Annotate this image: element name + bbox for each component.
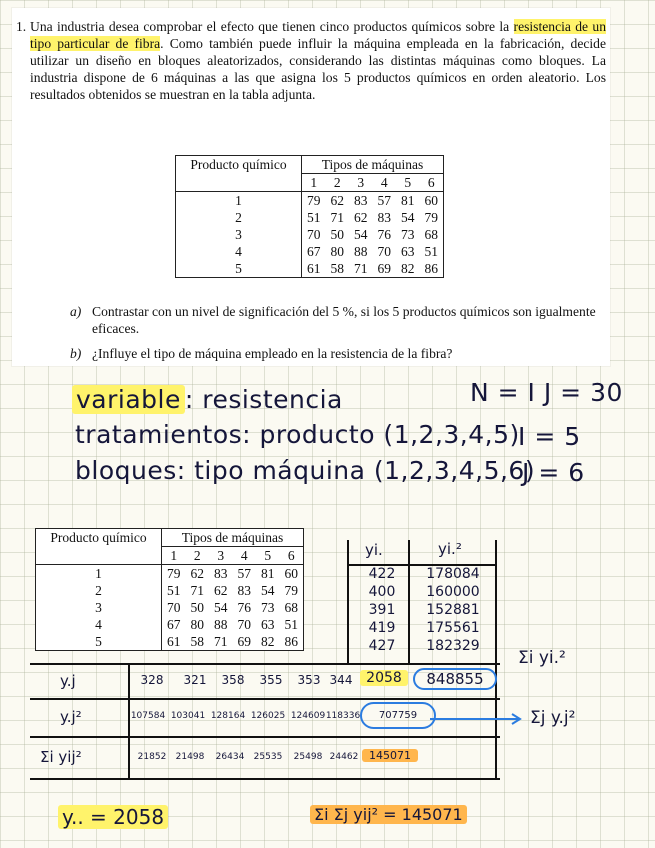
value-cell: 50	[190, 600, 204, 615]
machines-header: Tipos de máquinas	[162, 529, 304, 547]
sum-yij2-row-label: Σi yij²	[40, 748, 82, 766]
machine-label: 6	[280, 547, 304, 565]
y-j2-cell: 103041	[170, 711, 206, 721]
n-formula: N = I J = 30	[470, 378, 623, 407]
yi2-cell: 182329	[426, 638, 480, 654]
value-cell: 69	[377, 261, 391, 276]
machine-label: 2	[186, 547, 210, 565]
grid-line	[408, 540, 410, 665]
machines-header: Tipos de máquinas	[302, 156, 444, 174]
sum-yi2-cell: 848855	[413, 668, 497, 690]
question-text: ¿Influye el tipo de máquina empleado en la resistencia de la fibra?	[92, 346, 453, 361]
yi-cell: 400	[368, 584, 396, 600]
value-cell: 63	[261, 617, 275, 632]
value-cell: 83	[354, 193, 368, 208]
grid-line	[347, 540, 349, 665]
y-j-cell: 353	[297, 673, 321, 687]
product-cell: 5	[235, 261, 242, 276]
machine-label: 4	[373, 174, 397, 192]
table-row	[176, 260, 444, 278]
grand-total: y.. = 2058	[58, 805, 168, 829]
value-cell: 82	[261, 634, 275, 649]
machine-label: 4	[233, 547, 257, 565]
value-cell: 80	[330, 244, 344, 259]
value-cell: 54	[214, 600, 228, 615]
product-cell: 5	[95, 634, 102, 649]
yi2-cell: 152881	[426, 602, 480, 618]
table-row	[176, 209, 444, 226]
value-cell: 61	[302, 260, 326, 278]
question-label: a)	[70, 304, 82, 319]
value-cell: 88	[214, 617, 228, 632]
table-row	[36, 616, 304, 633]
question-text: Contrastar con un nivel de significación del 5 %, si los 5 productos químicos son igualmente eficaces.	[92, 304, 596, 336]
value-cell: 83	[214, 566, 228, 581]
machine-label: 5	[396, 174, 420, 192]
value-cell: 79	[302, 192, 326, 210]
y-j2-cell: 126025	[250, 711, 286, 721]
value-cell: 73	[401, 227, 415, 242]
yi-cell: 391	[368, 602, 396, 618]
value-cell: 51	[302, 209, 326, 226]
analysis-table	[35, 528, 304, 651]
value-cell: 82	[401, 261, 415, 276]
value-cell: 54	[261, 583, 275, 598]
question-a	[70, 303, 600, 337]
y-j2-cell: 128164	[210, 711, 246, 721]
product-cell: 1	[95, 566, 102, 581]
product-cell: 3	[95, 600, 102, 615]
value-cell: 70	[377, 244, 391, 259]
value-cell: 58	[190, 634, 204, 649]
table-row	[36, 599, 304, 616]
treatments-note: tratamientos: producto (1,2,3,4,5)	[75, 420, 520, 449]
yi2-cell: 178084	[426, 566, 480, 582]
sum-yij2-cell: 21852	[137, 752, 167, 762]
value-cell: 81	[261, 566, 275, 581]
value-cell: 80	[190, 617, 204, 632]
value-cell: 62	[330, 193, 344, 208]
problem-sheet	[12, 8, 610, 366]
questions-list	[70, 303, 600, 370]
highlighted-phrase: resistencia de un tipo particular de fibra	[30, 19, 606, 51]
value-cell: 61	[162, 633, 186, 651]
sum-yj2-annotation: Σj y.j²	[530, 708, 576, 728]
y-j-cell: 355	[259, 673, 283, 687]
value-cell: 81	[401, 193, 415, 208]
blocks-note: bloques: tipo máquina (1,2,3,4,5,6)	[75, 456, 536, 485]
value-cell: 71	[190, 583, 204, 598]
value-cell: 57	[377, 193, 391, 208]
value-cell: 68	[424, 227, 438, 242]
value-cell: 57	[237, 566, 251, 581]
product-cell: 2	[95, 583, 102, 598]
y-j-cell: 358	[221, 673, 245, 687]
yi-cell: 422	[368, 566, 396, 582]
grid-line	[495, 540, 497, 780]
value-cell: 67	[302, 243, 326, 260]
value-cell: 60	[424, 193, 438, 208]
value-cell: 79	[162, 565, 186, 583]
y-j2-row-label: y.j²	[60, 708, 82, 726]
machine-label: 2	[326, 174, 350, 192]
value-cell: 54	[401, 210, 415, 225]
table-row	[176, 243, 444, 260]
yi2-header: yi.²	[438, 540, 462, 558]
yi-cell: 419	[368, 620, 396, 636]
product-cell: 4	[95, 617, 102, 632]
value-cell: 79	[424, 210, 438, 225]
sum-yij2-cell: 25535	[253, 752, 283, 762]
value-cell: 62	[190, 566, 204, 581]
product-header: Producto químico	[190, 157, 287, 173]
table-row	[36, 633, 304, 651]
question-b	[70, 345, 600, 362]
value-cell: 70	[237, 617, 251, 632]
machine-label: 3	[209, 547, 233, 565]
yi2-cell: 175561	[426, 620, 480, 636]
value-cell: 83	[237, 583, 251, 598]
machine-label: 1	[302, 174, 326, 192]
product-cell: 2	[235, 210, 242, 225]
y-j-cell: 321	[183, 673, 207, 687]
machine-label: 3	[349, 174, 373, 192]
value-cell: 54	[354, 227, 368, 242]
problem-number: 1.	[16, 19, 27, 34]
product-cell: 1	[235, 193, 242, 208]
value-cell: 71	[330, 210, 344, 225]
value-cell: 76	[237, 600, 251, 615]
value-cell: 68	[284, 600, 298, 615]
value-cell: 60	[284, 566, 298, 581]
value-cell: 83	[377, 210, 391, 225]
value-cell: 58	[330, 261, 344, 276]
i-value: I = 5	[518, 422, 581, 451]
problem-text-end: . Como también puede influir la máquina empleada en la fabricación, decide utilizar un diseño en bloques aleatorizados, considerando las distintas máquinas como bloques. La industria dispone de 6 máquinas a las que asigna los 5 productos químicos en orden aleatorio. Los resultados obtenidos se muestran en la tabla adjunta.	[30, 36, 606, 102]
grid-line	[30, 663, 500, 665]
data-table	[175, 155, 444, 278]
y-j-cell: 344	[329, 673, 353, 687]
y-j2-cell: 107584	[130, 711, 166, 721]
y-total-cell: 2058	[360, 670, 408, 686]
j-value: J = 6	[522, 458, 585, 487]
y-j2-cell: 118336	[325, 711, 361, 721]
machine-label: 6	[420, 174, 444, 192]
variable-label: variable	[72, 385, 185, 414]
y-j2-cell: 124609	[290, 711, 326, 721]
yi-cell: 427	[368, 638, 396, 654]
product-header: Producto químico	[50, 530, 147, 546]
grid-line	[30, 778, 500, 780]
value-cell: 86	[284, 634, 298, 649]
table-row	[36, 565, 304, 583]
value-cell: 67	[162, 616, 186, 633]
table-row	[176, 226, 444, 243]
sum-yij2-cell: 24462	[329, 752, 359, 762]
sum-yi2-annotation: Σi yi.²	[518, 648, 566, 668]
value-cell: 62	[214, 583, 228, 598]
total-sum-yij2-cell: 145071	[362, 749, 418, 762]
machine-label: 5	[256, 547, 280, 565]
question-label: b)	[70, 346, 82, 361]
product-cell: 4	[235, 244, 242, 259]
value-cell: 73	[261, 600, 275, 615]
value-cell: 51	[284, 617, 298, 632]
sum-yij2-cell: 25498	[293, 752, 323, 762]
variable-value: : resistencia	[184, 385, 343, 414]
grand-sum-squares: Σi Σj yij² = 145071	[310, 805, 467, 824]
value-cell: 88	[354, 244, 368, 259]
product-cell: 3	[235, 227, 242, 242]
value-cell: 63	[401, 244, 415, 259]
variable-note	[72, 385, 343, 414]
value-cell: 51	[424, 244, 438, 259]
value-cell: 62	[354, 210, 368, 225]
sum-y-j2-cell: 707759	[360, 702, 436, 729]
value-cell: 76	[377, 227, 391, 242]
yi-header: yi.	[365, 541, 383, 559]
value-cell: 70	[162, 599, 186, 616]
sum-yij2-cell: 21498	[175, 752, 205, 762]
y-j-cell: 328	[140, 673, 164, 687]
grid-line	[30, 736, 500, 738]
value-cell: 51	[162, 582, 186, 599]
problem-statement	[16, 18, 606, 103]
value-cell: 79	[284, 583, 298, 598]
table-row	[176, 192, 444, 210]
grid-line	[30, 698, 500, 700]
value-cell: 71	[354, 261, 368, 276]
value-cell: 50	[330, 227, 344, 242]
y-j-row-label: y.j	[60, 672, 76, 690]
table-row	[36, 582, 304, 599]
yi2-cell: 160000	[426, 584, 480, 600]
problem-text-start: Una industria desea comprobar el efecto que tienen cinco productos químicos sobre la	[30, 19, 514, 34]
arrow-icon	[430, 712, 530, 726]
sum-yij2-cell: 26434	[215, 752, 245, 762]
value-cell: 69	[237, 634, 251, 649]
value-cell: 70	[302, 226, 326, 243]
machine-label: 1	[162, 547, 186, 565]
value-cell: 71	[214, 634, 228, 649]
value-cell: 86	[424, 261, 438, 276]
